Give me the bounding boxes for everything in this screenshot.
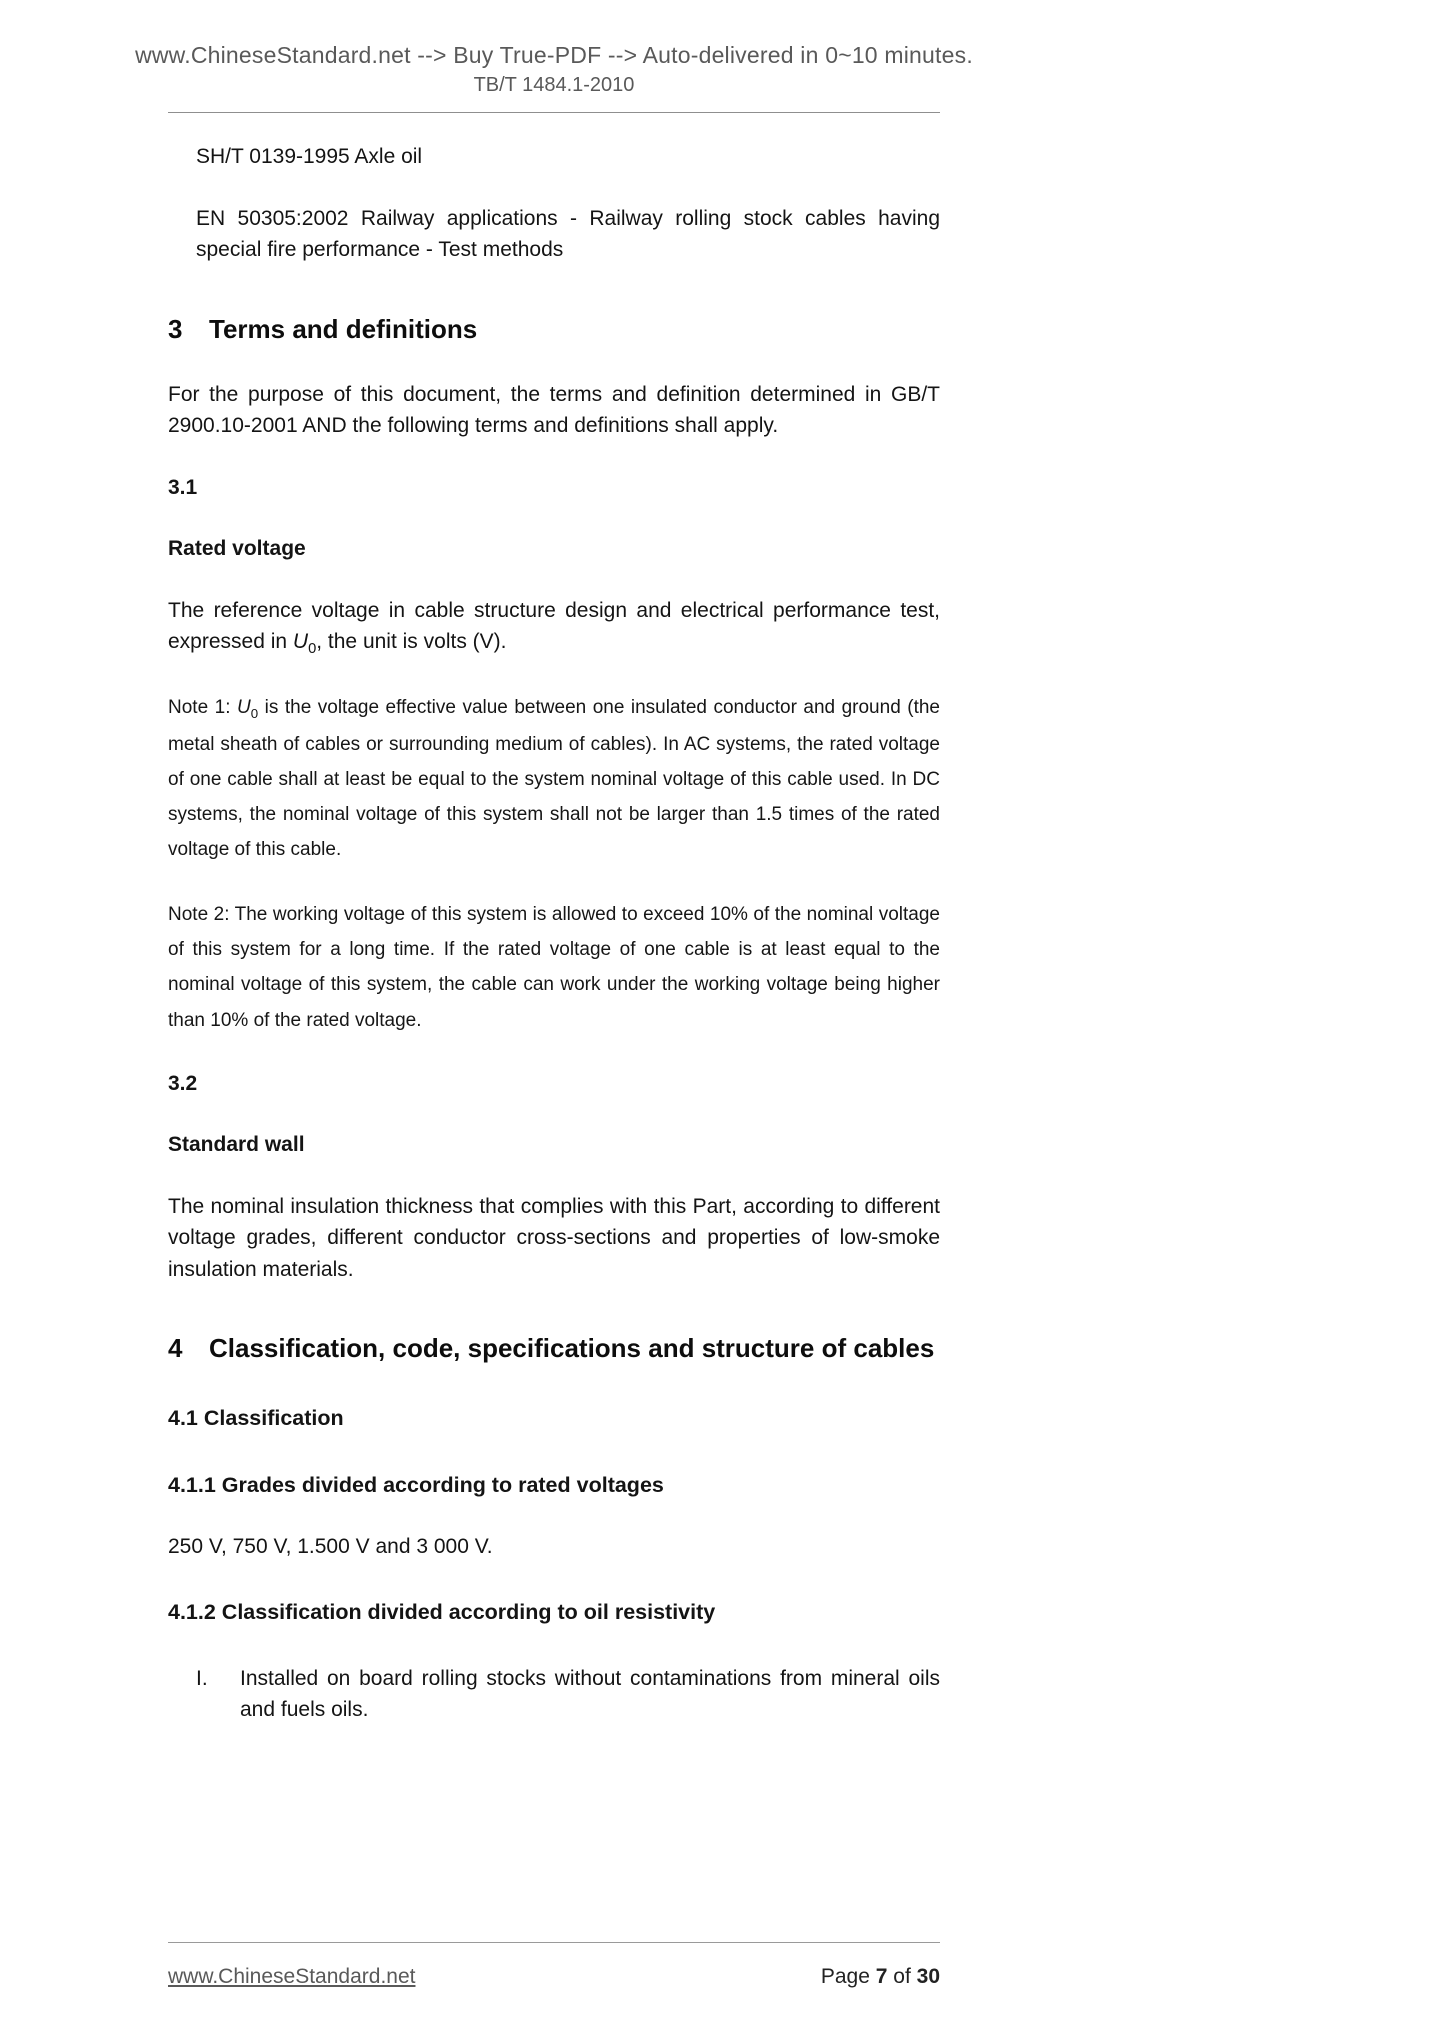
text-run: is the voltage effective value between one insulated conductor and ground (the metal sheath of cables or surrounding medium of cables). In AC systems, the rated voltage of one cable shall at least be equal to the system nominal voltage of this cable used. In DC systems, the nominal voltage of this system shall not be larger than 1.5 times of the rated voltage of this cable. [168, 697, 940, 861]
symbol-letter: U [292, 630, 309, 653]
page-current: 7 [875, 1965, 888, 1988]
term-3-2-title: Standard wall [168, 1133, 305, 1157]
page-number-indicator [821, 1965, 940, 1989]
section-4-heading [168, 1329, 940, 1368]
term-3-1-number: 3.1 [168, 475, 198, 499]
page-label: Page [820, 1965, 876, 1988]
reference-item-sht: SH/T 0139-1995 Axle oil [196, 145, 423, 168]
symbol-letter: U [236, 697, 251, 719]
footer-website-link[interactable]: www.ChineseStandard.net [168, 1965, 416, 1988]
text-run: The reference voltage in cable structure design and electrical performance test, expressed in [168, 598, 940, 653]
heading-4-1: 4.1 Classification [168, 1406, 344, 1431]
term-3-1-title: Rated voltage [168, 537, 306, 560]
page-footer [168, 1942, 940, 1989]
list-item-marker: I. [196, 1666, 208, 1690]
section-3-intro-paragraph: For the purpose of this document, the terms and definition determined in GB/T 2900.10-2001 AND the following terms and definitions shall apply. [168, 382, 940, 437]
term-3-1-note-1 [168, 690, 940, 867]
term-3-1-definition [168, 595, 940, 661]
footer-divider [168, 1942, 940, 1943]
section-3-title: Terms and definitions [209, 313, 478, 344]
voltage-symbol-u0 [292, 630, 317, 658]
symbol-subscript: 0 [308, 641, 317, 658]
page-total: 30 [916, 1965, 940, 1988]
list-item-text: Installed on board rolling stocks without contaminations from mineral oils and fuels oils. [240, 1666, 940, 1721]
section-3-number: 3 [168, 313, 183, 344]
text-run: Note 1: [168, 697, 237, 719]
term-3-2-definition: The nominal insulation thickness that complies with this Part, according to different voltage grades, different conductor cross-sections and properties of low-smoke insulation materials. [168, 1194, 940, 1281]
heading-4-1-1: 4.1.1 Grades divided according to rated voltages [168, 1472, 664, 1497]
section-4-title: Classification, code, specifications and structure of cables [209, 1333, 935, 1364]
page-of-label: of [887, 1965, 917, 1988]
voltage-symbol-u0 [236, 697, 259, 722]
term-3-1-note-2: Note 2: The working voltage of this system is allowed to exceed 10% of the nominal voltage of this system for a long time. If the rated voltage of one cable is at least equal to the nominal voltage of this system, the cable can work under the working voltage being higher than 10% of the rated voltage. [168, 904, 940, 1031]
text-run: , the unit is volts (V). [316, 630, 507, 653]
section-4-number: 4 [168, 1333, 183, 1364]
list-item-roman-1 [196, 1663, 940, 1726]
header-doc-number: TB/T 1484.1-2010 [473, 74, 635, 96]
document-content [168, 113, 940, 1726]
page-header [0, 0, 1108, 113]
footer-row [168, 1965, 940, 1989]
voltage-grades-paragraph: 250 V, 750 V, 1.500 V and 3 000 V. [168, 1534, 493, 1558]
heading-4-1-2: 4.1.2 Classification divided according to oil resistivity [168, 1600, 716, 1625]
term-3-2-number: 3.2 [168, 1071, 198, 1095]
symbol-subscript: 0 [250, 706, 259, 722]
section-3-heading [168, 310, 940, 349]
header-promo-text: www.ChineseStandard.net --> Buy True-PDF --> Auto-delivered in 0~10 minutes. [135, 42, 973, 68]
reference-item-en: EN 50305:2002 Railway applications - Railway rolling stock cables having special fire performance - Test methods [196, 206, 940, 261]
